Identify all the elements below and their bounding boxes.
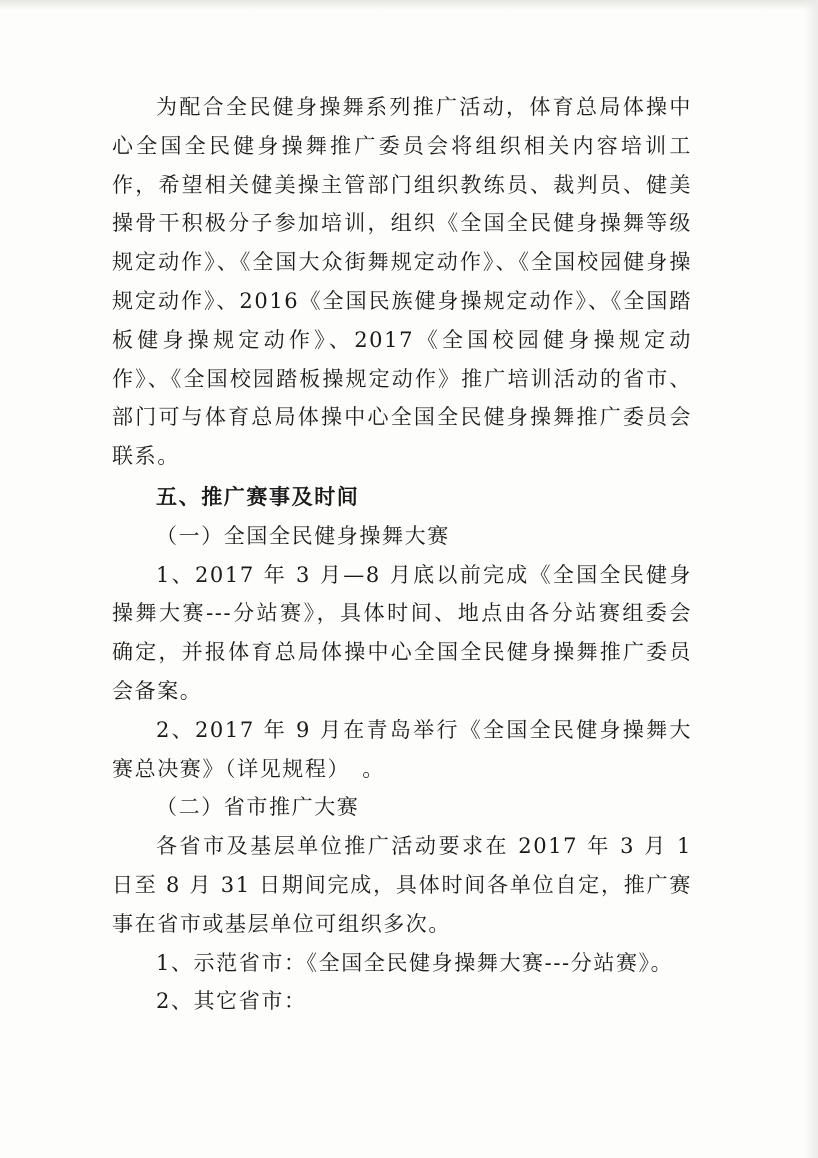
list-item-station-contests: 1、2017 年 3 月—8 月底以前完成《全国全民健身操舞大赛---分站赛》，具体时间、地点由各分站赛组委会确定，并报体育总局体操中心全国全民健身操舞推广委员会备案。 <box>112 562 692 703</box>
document-body <box>112 88 692 1021</box>
subsection-heading-national-contest: （一）全国全民健身操舞大赛 <box>156 523 450 548</box>
list-item-final-contest: 2、2017 年 9 月在青岛举行《全国全民健身操舞大赛总决赛》（详见规程） 。 <box>112 717 692 781</box>
intro-paragraph: 为配合全民健身操舞系列推广活动，体育总局体操中心全国全民健身操舞推广委员会将组织相关内容培训工作，希望相关健美操主管部门组织教练员、裁判员、健美操骨干积极分子参加培训，组织《全国全民健身操舞等级规定动作》、《全国大众街舞规定动作》、《全国校园健身操规定动作》、2016《全国民族健身操规定动作》、《全国踏板健身操规定动作》、2017《全国校园健身操规定动作》、《全国校园踏板操规定动作》推广培训活动的省市、部门可与体育总局体操中心全国全民健身操舞推广委员会联系。 <box>112 95 692 469</box>
list-item-other-provinces: 2、其它省市： <box>156 989 307 1014</box>
scan-shadow-right <box>804 0 818 1158</box>
scan-shadow-top <box>0 0 818 10</box>
subsection-heading-provincial-contest: （二）省市推广大赛 <box>156 795 360 820</box>
section-heading-promotion-events: 五、推广赛事及时间 <box>156 484 360 509</box>
list-item-demo-provinces: 1、示范省市：《全国全民健身操舞大赛---分站赛》。 <box>156 950 674 975</box>
provincial-contest-paragraph: 各省市及基层单位推广活动要求在 2017 年 3 月 1 日至 8 月 31 日期间完成，具体时间各单位自定，推广赛事在省市或基层单位可组织多次。 <box>112 834 692 936</box>
